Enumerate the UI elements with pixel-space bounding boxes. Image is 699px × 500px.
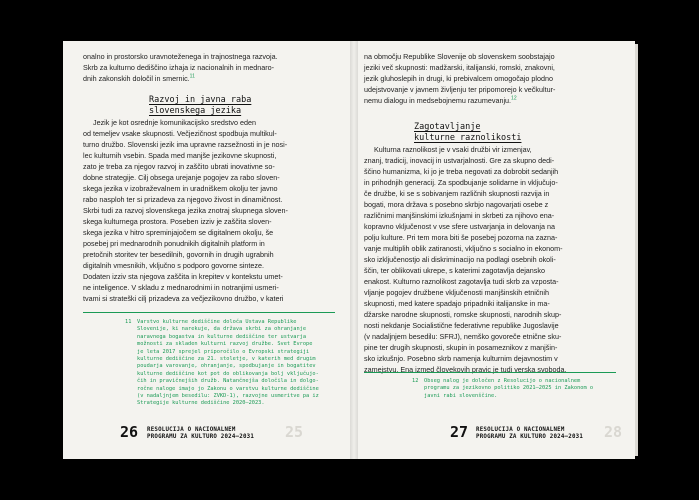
right-top-line: jezik gluhoslepih in drugi, ki prebivalcem omogočajo plodno [364, 74, 553, 83]
footnote-line: javni rabi slovenščine. [424, 392, 498, 399]
right-body-text [364, 51, 614, 375]
right-para-line: Kulturna raznolikost je v vsaki družbi vir izmenjav, [374, 145, 532, 154]
left-para-line: Skrbi tudi za razvoj slovenskega jezika znotraj skupnega sloven- [83, 206, 288, 215]
footnote-line: možnosti za skladen kulturni razvoj družbe. Svet Evrope [137, 341, 313, 348]
left-para-line: Dodaten izziv sta njegova zaščita in krepitev v kontekstu umet- [83, 272, 283, 281]
right-top-line: jeziki več skupnosti: madžarski, italijanski, romski, znakovni, [364, 63, 555, 72]
footnote-line: poudarja varovanje, ohranjanje, spodbujanje in bogatitev [137, 363, 316, 370]
footnote-line: ročne naloge imajo jo Zakonu o varstvu kulturne dediščine [137, 385, 319, 392]
right-para-line: ščino humanizma, ki jo je treba negovati za dobrobit sedanjih [364, 167, 559, 176]
left-para-line: zato je treba za njegov razvoj in zaščito ubrati inovativne so- [83, 162, 275, 171]
right-para-line: enakost. Kulturno raznolikost zagotavlja tudi skrb za vzposta- [364, 277, 559, 286]
right-top-line: na območju Republike Slovenije ob slovenskem soobstajajo [364, 52, 555, 61]
section-heading-diversity [414, 122, 614, 144]
footnote-number: 11 [125, 319, 132, 325]
footnote-line: čih in pravičnejših družb. Natančnejša določila in dolgo- [137, 378, 319, 385]
footnote-line: kulturne dediščine kot pot do oblikovanja bolj vključujo- [137, 370, 319, 377]
footnote-number: 12 [412, 378, 419, 384]
left-para-line: od temeljev vsake skupnosti. Večjezičnost spodbuja multikul- [83, 129, 277, 138]
footnote-line: Strategije kulturne dediščine 2020–2023. [137, 400, 265, 407]
show-through-page-number: 25 [285, 423, 304, 441]
running-footer-line-1: RESOLUCIJA O NACIONALNEM [476, 427, 565, 433]
right-top-line-5-text: nemu dialogu in medsebojnemu razumevanju. [364, 96, 512, 105]
section-heading-language [149, 95, 331, 117]
heading-line-2: slovenskega jezika [149, 106, 242, 116]
right-para-line: džarske narodne skupnosti, romske skupnosti, narodnih skup- [364, 310, 562, 319]
right-top-line [364, 95, 614, 106]
running-footer-line-2: PROGRAMU ZA KULTURO 2024–2031 [476, 434, 584, 441]
left-top-line-1: onalno in prostorsko uravnoteženega in trajnostnega razvoja. [83, 52, 278, 61]
right-para-line: skupnosti, med katere spadajo pripadniki italijanske in ma- [364, 299, 550, 308]
running-footer-line-2: PROGRAMU ZA KULTURO 2024–2031 [147, 434, 255, 441]
show-through-page-number: 28 [604, 423, 623, 441]
right-page-number: 27 [450, 423, 469, 441]
left-para-line: turno družbo. Slovenski jezik ima upravne razsežnosti in je nosi- [83, 140, 288, 149]
right-running-footer [476, 427, 583, 441]
book-spine [350, 41, 358, 459]
left-footnote-rule [83, 312, 335, 313]
heading-line-1: Zagotavljanje [414, 122, 481, 132]
left-para-line: tvami si strateški cilj prizadeva za večjezikovno družbo, v kateri [83, 294, 284, 303]
right-paragraph [364, 144, 614, 375]
right-para-line: pine ter drugih skupnosti, skupin in posameznikov z manjšin- [364, 343, 558, 352]
right-para-line: sko izključenostjo ali diskriminacijo na podlagi osebnih okoli- [364, 255, 556, 264]
right-para-line: zamejstvu. Ena izmed človekovih pravic je tudi verska svoboda, [364, 365, 567, 374]
footnote-line: programu za jezikovno politiko 2021–2025 in Zakonom o [424, 385, 594, 392]
right-para-line: in prihodnjih generacij. Za spodbujanje solidarne in vključujo- [364, 178, 558, 187]
right-para-line: različnimi manjšinskimi izkušnjami in skrbeti za njihovo ena- [364, 211, 555, 220]
page-edges [635, 44, 638, 456]
right-para-line: nosti nekdanje Socialistične federativne republike Jugoslavije [364, 321, 559, 330]
right-para-line: vanje multiplih oblik zatiranosti, vključno s socialno in ekonom- [364, 244, 563, 253]
right-para-line: sko izkušnjo. Posebno skrb namenja kulturnim dejavnostim v [364, 354, 558, 363]
left-para-line: posebej pri mednarodnih ponudnikih digitalnih platform in [83, 239, 265, 248]
left-para-line: dobne strategije. Cilj obsega urejanje pogojev za rabo sloven- [83, 173, 280, 182]
footnote-line: Varstvo kulturne dediščine določa Ustava Republike [137, 319, 297, 325]
left-para-line: lec kulturnih vsebin. Spada med manjše jezikovne skupnosti, [83, 151, 277, 160]
left-page [63, 41, 350, 459]
footnote-ref-12: 12 [511, 95, 517, 102]
right-para-line: kopravno vključenost v vse sfere ustvarjanja in delovanja na [364, 222, 555, 231]
footnote-ref-11: 11 [189, 73, 195, 80]
left-para-line: Jezik je kot osrednje komunikacijsko sredstvo eden [93, 118, 256, 127]
left-paragraph [83, 117, 331, 304]
left-running-footer [147, 427, 254, 441]
left-para-line: ne inteligence. V skladu z mednarodnimi in notranjimi usmeri- [83, 283, 279, 292]
left-para-line: rabo nasploh ter si prizadeva za njegovo živost in dinamičnost. [83, 195, 283, 204]
heading-line-1: Razvoj in javna raba [149, 95, 252, 105]
right-footnote-rule [364, 372, 616, 373]
left-top-line-2: Skrb za kulturno dediščino izhaja iz nacionalnih in mednaro- [83, 63, 274, 72]
left-body-text [83, 51, 331, 304]
heading-line-2: kulturne raznolikosti [414, 133, 522, 143]
right-para-line: vljanje pogojev družbene vključenosti manjšinskih etničnih [364, 288, 549, 297]
left-para-line: pretočnih storitev ter besedilnih, govornih in drugih ugrabnih [83, 250, 274, 259]
right-page [358, 41, 635, 459]
left-para-line: digitalnih vmesnikih, vključno s podporo govorne sintezе. [83, 261, 264, 270]
right-para-line: bogati, mora država s posebno skrbjo nagovarjati osebe z [364, 200, 549, 209]
right-top-line: udejstvovanje v javnem življenju ter pripomorejo k večkultur- [364, 85, 556, 94]
left-para-line: skega jezika v hitro spreminjajočem se digitalnem okolju, še [83, 228, 274, 237]
footnote-line: naravnega bogastva in kulturne dediščine ter ustvarja [137, 333, 307, 340]
running-footer-line-1: RESOLUCIJA O NACIONALNEM [147, 427, 236, 433]
footnote-line: (v nadaljnjem besedilu: ZVKD-1), razvojne usmeritve pa iz [137, 393, 319, 400]
footnote-line: Slovenije, ki narekuje, da država skrbi za ohranjanje [137, 326, 307, 333]
footnote-11 [125, 319, 337, 408]
left-para-line: skega kulturnega prostora. Poseben izziv je zaščita sloven- [83, 217, 272, 226]
left-para-line: skega jezika v izobraževalnem in uradniškem okolju ter javno [83, 184, 278, 193]
right-para-line: (v nadaljnjem besedilu: SFRJ), nemško govoreče etnične sku- [364, 332, 562, 341]
footnote-line: je leta 2017 sprejel priporočilo o Evropski strategiji [137, 348, 310, 355]
left-page-number: 26 [120, 423, 139, 441]
footnote-line: kulturne dediščine za 21. stoletje, v katerih med drugim [137, 356, 316, 363]
footnote-12 [412, 378, 604, 400]
right-para-line: polju kulture. Pri tem mora biti še posebej pozorna na zazna- [364, 233, 558, 242]
right-para-line: ščin, ter oblikovati ukrepe, s katerimi zagotavlja dejansko [364, 266, 545, 275]
book-spread [63, 41, 635, 459]
left-top-line-3-text: dnih zakonskih določil in smernic. [83, 74, 190, 83]
right-para-line: znanj, tradicij, inovacij in ustvarjalnosti. Gre za skupno dedi- [364, 156, 555, 165]
left-top-line-3 [83, 73, 331, 84]
footnote-line: Obseg nalog je določen z Resolucijo o nacionalnem [424, 378, 581, 384]
right-para-line: če družbe, ki se s sobivanjem različnih skupnosti razvija in [364, 189, 550, 198]
